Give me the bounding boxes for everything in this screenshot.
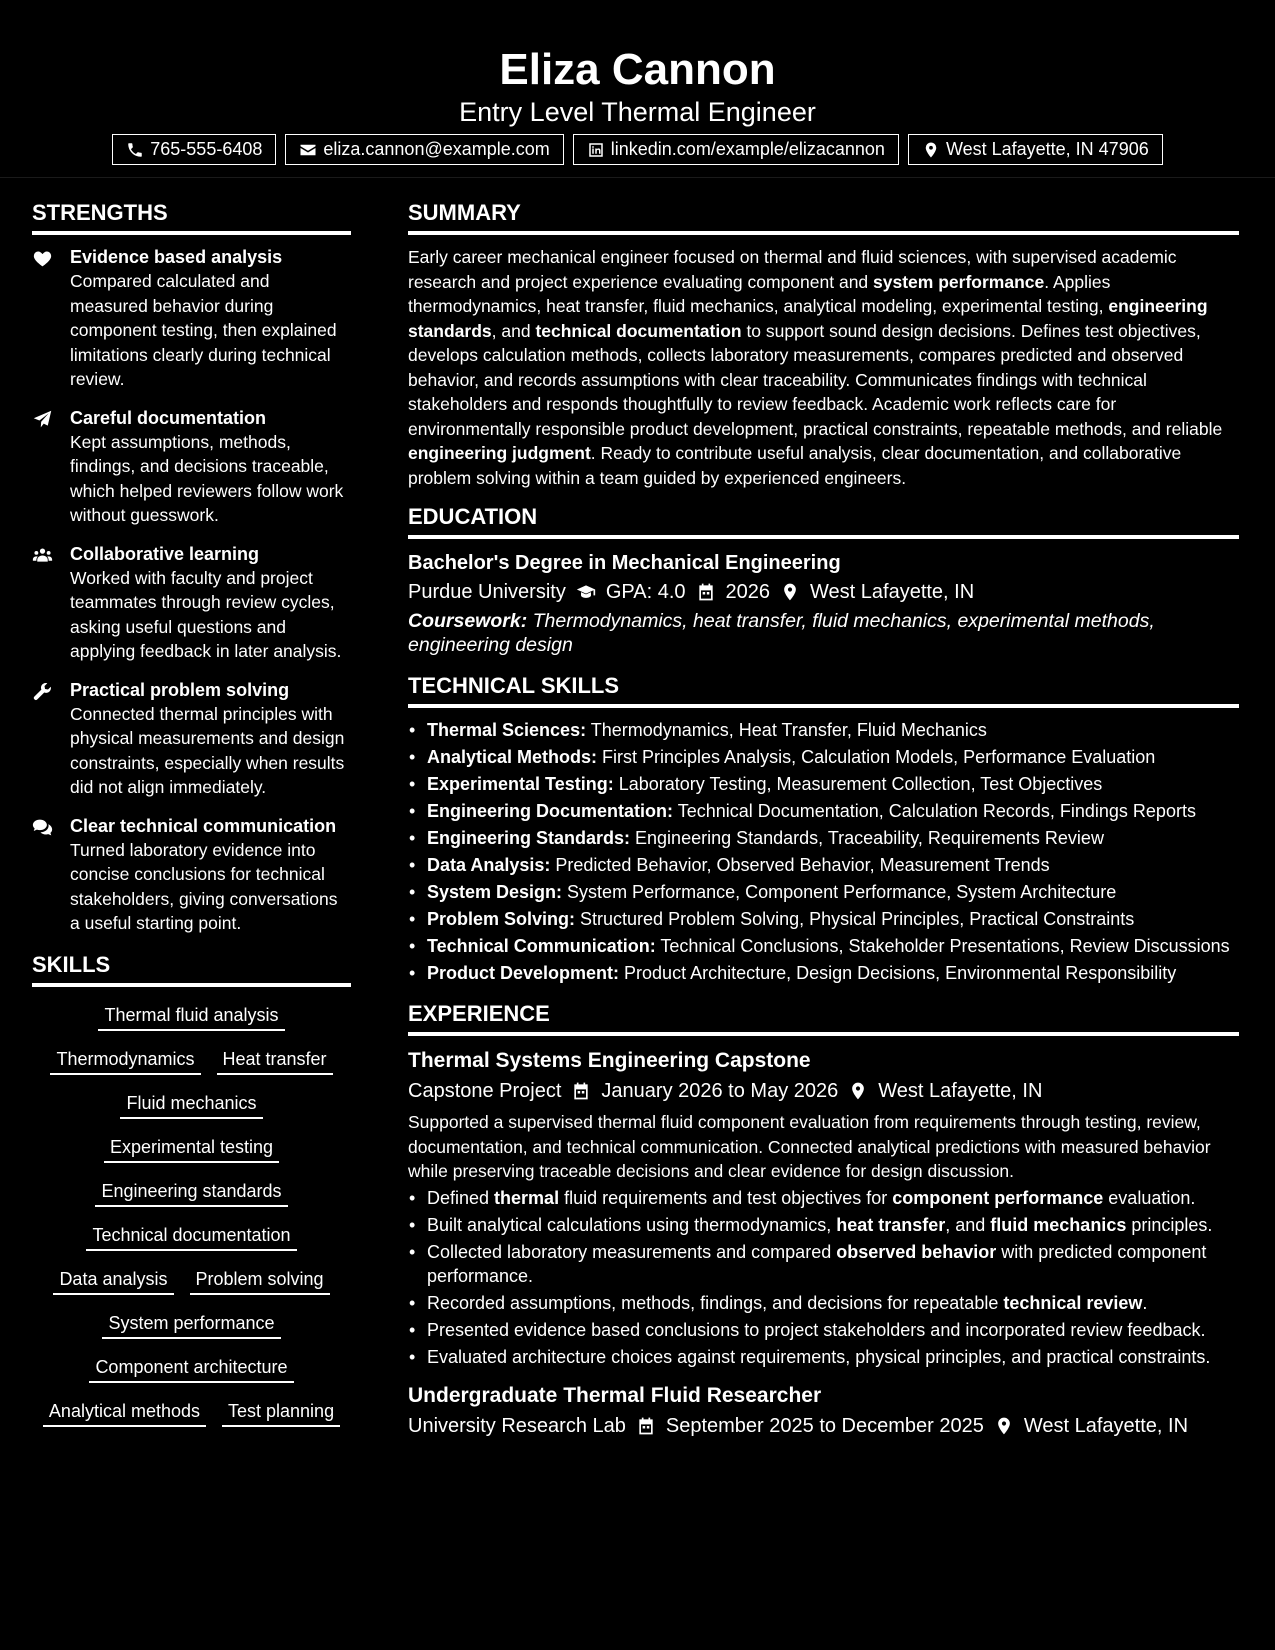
coursework [408,609,1239,657]
calendar-icon [696,582,716,602]
skill-tag: Experimental testing [104,1134,279,1163]
skill-row [32,1134,351,1163]
graduation-cap-icon [576,582,596,602]
candidate-name: Eliza Cannon [499,45,776,94]
coursework-label: Coursework: [408,610,528,632]
technical-skills-heading: TECHNICAL SKILLS [408,671,1239,708]
strength-name: Practical problem solving [70,679,290,700]
experience-dates: January 2026 to May 2026 [601,1080,839,1102]
experience-org: Capstone Project [408,1080,562,1102]
technical-skill-item: • System Design: System Performance, Component Performance, System Architecture [408,880,1239,904]
map-marker-icon [780,582,800,602]
contact-phone[interactable] [112,134,276,165]
experience-heading: EXPERIENCE [408,999,1239,1036]
school-location: West Lafayette, IN [810,581,975,603]
experience-entry [408,1046,1239,1369]
experience-title: Undergraduate Thermal Fluid Researcher [408,1383,822,1407]
experience-location: West Lafayette, IN [1023,1414,1189,1437]
skill-row [32,1090,351,1119]
experience-entry [408,1381,1239,1441]
degree-title: Bachelor's Degree in Mechanical Engineering [408,552,841,574]
skill-row [32,1354,351,1383]
comments-icon [32,817,53,838]
school-name: Purdue University [408,581,566,603]
education-heading: EDUCATION [408,502,1239,539]
skill-row [32,1266,351,1295]
contact-location [908,134,1163,165]
phone-icon [126,141,144,159]
experience-bullet: • Recorded assumptions, methods, findings, and decisions for repeatable technical review. [408,1291,1239,1315]
strength-item [32,245,351,392]
skill-tag: System performance [102,1310,280,1339]
paper-plane-icon [32,409,53,430]
experience-dates: September 2025 to December 2025 [665,1414,984,1437]
gpa-text: GPA: 4.0 [605,581,686,603]
skill-row [32,1178,351,1207]
strength-description: Worked with faculty and project teammates through review cycles, asking useful questions and applying feedback in later analysis. [70,567,342,661]
contact-linkedin[interactable] [573,134,899,165]
strength-description: Connected thermal principles with physical measurements and design constraints, especially when results did not align immediately. [70,703,345,797]
skill-tag: Data analysis [53,1266,173,1295]
map-marker-icon [848,1081,868,1101]
calendar-icon [636,1416,656,1436]
wrench-icon [32,681,53,702]
phone-text: 765-555-6408 [150,139,263,159]
contact-email[interactable] [285,134,563,165]
experience-location: West Lafayette, IN [878,1080,1043,1102]
experience-org: University Research Lab [408,1414,626,1437]
experience-meta [408,1411,1239,1441]
strength-name: Careful documentation [70,407,267,428]
technical-skill-item: • Experimental Testing: Laboratory Testing, Measurement Collection, Test Objectives [408,772,1239,796]
skill-tag: Thermodynamics [50,1046,200,1075]
education-meta [408,577,1239,607]
summary-heading: SUMMARY [408,198,1239,235]
experience-meta [408,1076,1239,1106]
skill-row [32,1222,351,1251]
skill-row [32,1398,351,1427]
summary-text: Early career mechanical engineer focused on thermal and fluid sciences, with supervised academic research and project experience evaluating component and system performance. Applies thermodynamics, heat transfer, fluid mechanics, analytical modeling, experimental testing, engineering standards, and technical documentation to support sound design decisions. Defines test objectives, develops calculation methods, collects laboratory measurements, compares predicted and observed behavior, and records assumptions with clear traceability. Communicates findings with technical stakeholders and responds thoughtfully to review feedback. Academic work reflects care for environmentally responsible product development, practical constraints, repeatable methods, and reliable engineering judgment. Ready to contribute useful analysis, clear documentation, and collaborative problem solving within a team guided by experienced engineers. [408,247,1223,488]
contact-bar [0,134,1275,165]
experience-description: Supported a supervised thermal fluid component evaluation from requirements through testing, review, documentation, and technical communication. Connected analytical predictions with measured behavior while preserving traceable decisions and clear evidence for design discussion. [408,1112,1211,1181]
skill-tag: Fluid mechanics [120,1090,262,1119]
linkedin-text: linkedin.com/example/elizacannon [610,139,885,159]
technical-skills-list [408,718,1239,985]
experience-bullet: • Evaluated architecture choices against requirements, physical principles, and practical constraints. [408,1345,1239,1369]
strengths-heading: STRENGTHS [32,198,351,235]
skill-tag: Heat transfer [217,1046,333,1075]
strength-description: Compared calculated and measured behavior during component testing, then explained limitations clearly during technical review. [70,271,337,389]
strength-name: Collaborative learning [70,543,260,564]
job-title: Entry Level Thermal Engineer [459,97,816,127]
skill-tag: Component architecture [89,1354,293,1383]
experience-bullet: • Collected laboratory measurements and compared observed behavior with predicted component performance. [408,1240,1239,1288]
technical-skill-item: • Technical Communication: Technical Conclusions, Stakeholder Presentations, Review Discussions [408,934,1239,958]
skill-tag: Problem solving [190,1266,330,1295]
strength-item [32,406,351,528]
map-marker-icon [922,141,940,159]
strength-description: Kept assumptions, methods, findings, and decisions traceable, which helped reviewers follow work without guesswork. [70,431,344,525]
experience-list [408,1046,1239,1441]
technical-skill-item: • Engineering Documentation: Technical Documentation, Calculation Records, Findings Reports [408,799,1239,823]
technical-skill-item: • Problem Solving: Structured Problem Solving, Physical Principles, Practical Constraints [408,907,1239,931]
experience-bullet: • Defined thermal fluid requirements and test objectives for component performance evaluation. [408,1186,1239,1210]
technical-skill-item: • Analytical Methods: First Principles Analysis, Calculation Models, Performance Evaluation [408,745,1239,769]
skill-tag: Thermal fluid analysis [98,1002,284,1031]
experience-title: Thermal Systems Engineering Capstone [408,1049,811,1072]
envelope-icon [299,141,317,159]
skill-tag: Technical documentation [86,1222,296,1251]
technical-skill-item: • Thermal Sciences: Thermodynamics, Heat Transfer, Fluid Mechanics [408,718,1239,742]
email-text: eliza.cannon@example.com [323,139,550,159]
coursework-text: Thermodynamics, heat transfer, fluid mechanics, experimental methods, engineering design [408,610,1155,656]
skills-heading: SKILLS [32,950,351,987]
technical-skill-item: • Data Analysis: Predicted Behavior, Observed Behavior, Measurement Trends [408,853,1239,877]
strengths-list [32,245,351,936]
skill-tag: Test planning [222,1398,340,1427]
technical-skill-item: • Product Development: Product Architecture, Design Decisions, Environmental Responsibility [408,961,1239,985]
strength-name: Evidence based analysis [70,247,283,267]
location-text: West Lafayette, IN 47906 [945,139,1149,159]
map-marker-icon [994,1416,1014,1436]
calendar-icon [571,1081,591,1101]
skill-row [32,1002,351,1031]
experience-bullets [408,1186,1239,1369]
right-column [408,198,1239,1441]
users-icon [32,545,53,566]
heart-icon [32,248,53,269]
resume-header [0,0,1275,178]
strength-item [32,678,351,800]
experience-bullet: • Presented evidence based conclusions to project stakeholders and incorporated review feedback. [408,1318,1239,1342]
strength-name: Clear technical communication [70,815,337,836]
experience-bullet: • Built analytical calculations using thermodynamics, heat transfer, and fluid mechanics principles. [408,1213,1239,1237]
strength-item [32,814,351,936]
strength-description: Turned laboratory evidence into concise conclusions for technical stakeholders, giving conversations a useful starting point. [70,839,338,933]
skill-row [32,1310,351,1339]
skill-tag: Analytical methods [43,1398,206,1427]
left-column [32,198,351,1442]
skill-row [32,1046,351,1075]
linkedin-icon [587,141,605,159]
skill-tag: Engineering standards [95,1178,287,1207]
graduation-year: 2026 [725,581,771,603]
technical-skill-item: • Engineering Standards: Engineering Standards, Traceability, Requirements Review [408,826,1239,850]
skills-cloud [32,997,351,1427]
strength-item [32,542,351,664]
